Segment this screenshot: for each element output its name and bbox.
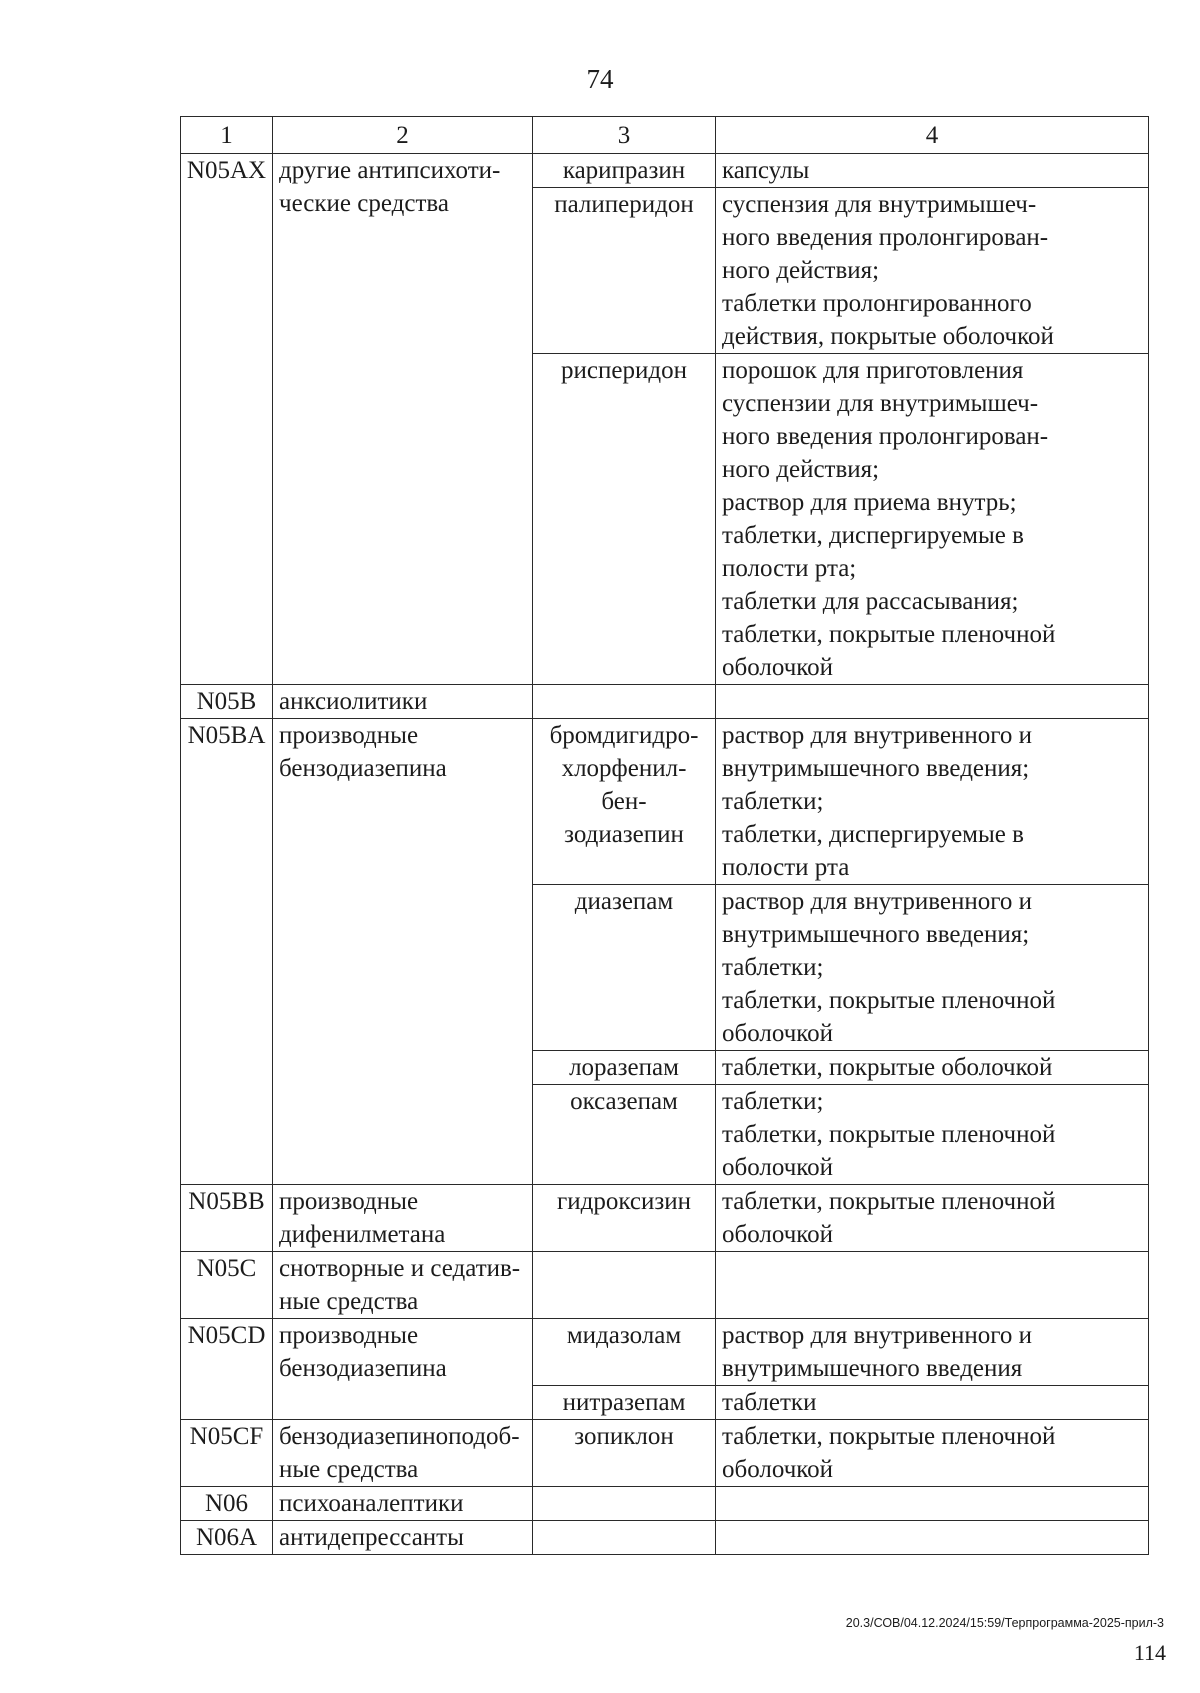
column-number: 4: [716, 117, 1149, 154]
dosage-form: [716, 1319, 1149, 1386]
drug-name: [533, 1185, 716, 1252]
dosage-form-line: таблетки, покрытые пленочной: [722, 1423, 1056, 1450]
drug-name-line: рисперидон: [561, 357, 687, 384]
group-name: [273, 154, 533, 685]
dosage-form-line: суспензия для внутримышеч-: [722, 191, 1037, 218]
drug-name-line: нитразепам: [562, 1389, 686, 1416]
dosage-form: [716, 1185, 1149, 1252]
column-number: 3: [533, 117, 716, 154]
drug-name: [533, 1051, 716, 1085]
dosage-form-line: суспензии для внутримышеч-: [722, 390, 1039, 417]
dosage-form-line: таблетки;: [722, 788, 824, 815]
dosage-form-line: таблетки, диспергируемые в: [722, 821, 1024, 848]
dosage-form: [716, 354, 1149, 685]
dosage-form-empty: [716, 1487, 1149, 1521]
drug-name-line: лоразепам: [569, 1054, 679, 1081]
group-name-line: дифенилметана: [279, 1221, 446, 1248]
dosage-form-line: ного действия;: [722, 257, 880, 284]
dosage-form-line: таблетки пролонгированного: [722, 290, 1032, 317]
drug-name-line: гидроксизин: [557, 1188, 691, 1215]
atc-code: N06A: [181, 1521, 273, 1555]
dosage-form-line: внутримышечного введения;: [722, 921, 1030, 948]
drug-name: [533, 354, 716, 685]
table-row: [181, 1487, 1149, 1521]
group-name: [273, 1252, 533, 1319]
drug-name: [533, 1319, 716, 1386]
table-body: [181, 154, 1149, 1555]
dosage-form: [716, 1420, 1149, 1487]
drug-name-line: зодиазепин: [564, 821, 684, 848]
table-row: [181, 1252, 1149, 1319]
dosage-form-empty: [716, 685, 1149, 719]
column-number: 1: [181, 117, 273, 154]
group-name-line: бензодиазепина: [279, 755, 447, 782]
dosage-form-empty: [716, 1521, 1149, 1555]
dosage-form-line: ного введения пролонгирован-: [722, 224, 1049, 251]
drug-name-empty: [533, 1252, 716, 1319]
dosage-form: [716, 1051, 1149, 1085]
dosage-form-line: полости рта: [722, 854, 850, 881]
drug-name: [533, 188, 716, 354]
drug-name-line: оксазепам: [570, 1088, 678, 1115]
drug-name-line: диазепам: [574, 888, 674, 915]
dosage-form-line: раствор для внутривенного и: [722, 888, 1033, 915]
dosage-form-line: таблетки: [722, 1389, 817, 1416]
drug-name-empty: [533, 1521, 716, 1555]
dosage-form-line: оболочкой: [722, 1221, 834, 1248]
dosage-form-line: раствор для приема внутрь;: [722, 489, 1017, 516]
group-name: [273, 1487, 533, 1521]
dosage-form-line: полости рта;: [722, 555, 857, 582]
table-row: [181, 685, 1149, 719]
group-name-line: другие антипсихоти-: [279, 157, 501, 184]
dosage-form-line: внутримышечного введения: [722, 1355, 1023, 1382]
dosage-form: [716, 188, 1149, 354]
group-name: [273, 685, 533, 719]
atc-code: N05BA: [181, 719, 273, 1185]
dosage-form: [716, 719, 1149, 885]
drug-name: [533, 1420, 716, 1487]
dosage-form-line: таблетки;: [722, 1088, 824, 1115]
table-row: [181, 719, 1149, 885]
dosage-form-line: таблетки, диспергируемые в: [722, 522, 1024, 549]
table-row: [181, 1521, 1149, 1555]
dosage-form: [716, 154, 1149, 188]
dosage-form-line: внутримышечного введения;: [722, 755, 1030, 782]
drug-name-empty: [533, 685, 716, 719]
drug-name-line: бромдигидро-: [549, 722, 699, 749]
dosage-form: [716, 1386, 1149, 1420]
table-row: [181, 1185, 1149, 1252]
dosage-form-line: раствор для внутривенного и: [722, 722, 1033, 749]
column-number: 2: [273, 117, 533, 154]
dosage-form-empty: [716, 1252, 1149, 1319]
atc-code: N05AX: [181, 154, 273, 685]
drug-name: [533, 1386, 716, 1420]
atc-code: N05CF: [181, 1420, 273, 1487]
dosage-form: [716, 1085, 1149, 1185]
group-name-line: бензодиазепиноподоб-: [279, 1423, 520, 1450]
group-name-line: производные: [279, 722, 419, 749]
group-name: [273, 1521, 533, 1555]
group-name: [273, 1185, 533, 1252]
dosage-form-line: таблетки;: [722, 954, 824, 981]
drug-name: [533, 1085, 716, 1185]
group-name-line: антидепрессанты: [279, 1524, 464, 1551]
group-name-line: бензодиазепина: [279, 1355, 447, 1382]
drug-name: [533, 154, 716, 188]
sheet-number: 114: [1133, 1640, 1166, 1665]
drug-name: [533, 885, 716, 1051]
drug-name-line: хлорфенил-бен-: [561, 755, 687, 815]
dosage-form-line: таблетки, покрытые пленочной: [722, 1188, 1056, 1215]
atc-code: N05B: [181, 685, 273, 719]
drug-name-line: карипразин: [562, 157, 686, 184]
dosage-form-line: действия, покрытые оболочкой: [722, 323, 1054, 350]
dosage-form-line: таблетки для рассасывания;: [722, 588, 1019, 615]
drug-name-line: зопиклон: [574, 1423, 674, 1450]
atc-code: N05BB: [181, 1185, 273, 1252]
group-name-line: снотворные и седатив-: [279, 1255, 521, 1282]
drug-name: [533, 719, 716, 885]
footer-reference: 20.3/СОВ/04.12.2024/15:59/Терпрограмма-2025-прил-3: [845, 1616, 1164, 1630]
group-name: [273, 1319, 533, 1420]
dosage-form-line: оболочкой: [722, 654, 834, 681]
drug-name-line: мидазолам: [566, 1322, 682, 1349]
dosage-form-line: ного действия;: [722, 456, 880, 483]
dosage-form-line: порошок для приготовления: [722, 357, 1024, 384]
dosage-form: [716, 885, 1149, 1051]
dosage-form-line: таблетки, покрытые оболочкой: [722, 1054, 1053, 1081]
table-row: [181, 154, 1149, 188]
dosage-form-line: раствор для внутривенного и: [722, 1322, 1033, 1349]
dosage-form-line: таблетки, покрытые пленочной: [722, 621, 1056, 648]
table-row: [181, 1319, 1149, 1386]
table-row: [181, 1420, 1149, 1487]
group-name-line: ные средства: [279, 1456, 419, 1483]
group-name: [273, 719, 533, 1185]
page-number: 74: [586, 64, 614, 94]
atc-code: N05CD: [181, 1319, 273, 1420]
group-name-line: ные средства: [279, 1288, 419, 1315]
dosage-form-line: капсулы: [722, 157, 810, 184]
dosage-form-line: оболочкой: [722, 1456, 834, 1483]
group-name: [273, 1420, 533, 1487]
dosage-form-line: ного введения пролонгирован-: [722, 423, 1049, 450]
atc-code: N05C: [181, 1252, 273, 1319]
dosage-form-line: таблетки, покрытые пленочной: [722, 1121, 1056, 1148]
drug-table: [180, 116, 1149, 1555]
group-name-line: производные: [279, 1188, 419, 1215]
atc-code: N06: [181, 1487, 273, 1521]
group-name-line: психоаналептики: [279, 1490, 464, 1517]
group-name-line: анксиолитики: [279, 688, 428, 715]
column-number-row: [181, 117, 1149, 154]
drug-name-empty: [533, 1487, 716, 1521]
dosage-form-line: таблетки, покрытые пленочной: [722, 987, 1056, 1014]
group-name-line: ческие средства: [279, 190, 449, 217]
drug-name-line: палиперидон: [554, 191, 694, 218]
dosage-form-line: оболочкой: [722, 1154, 834, 1181]
dosage-form-line: оболочкой: [722, 1020, 834, 1047]
group-name-line: производные: [279, 1322, 419, 1349]
